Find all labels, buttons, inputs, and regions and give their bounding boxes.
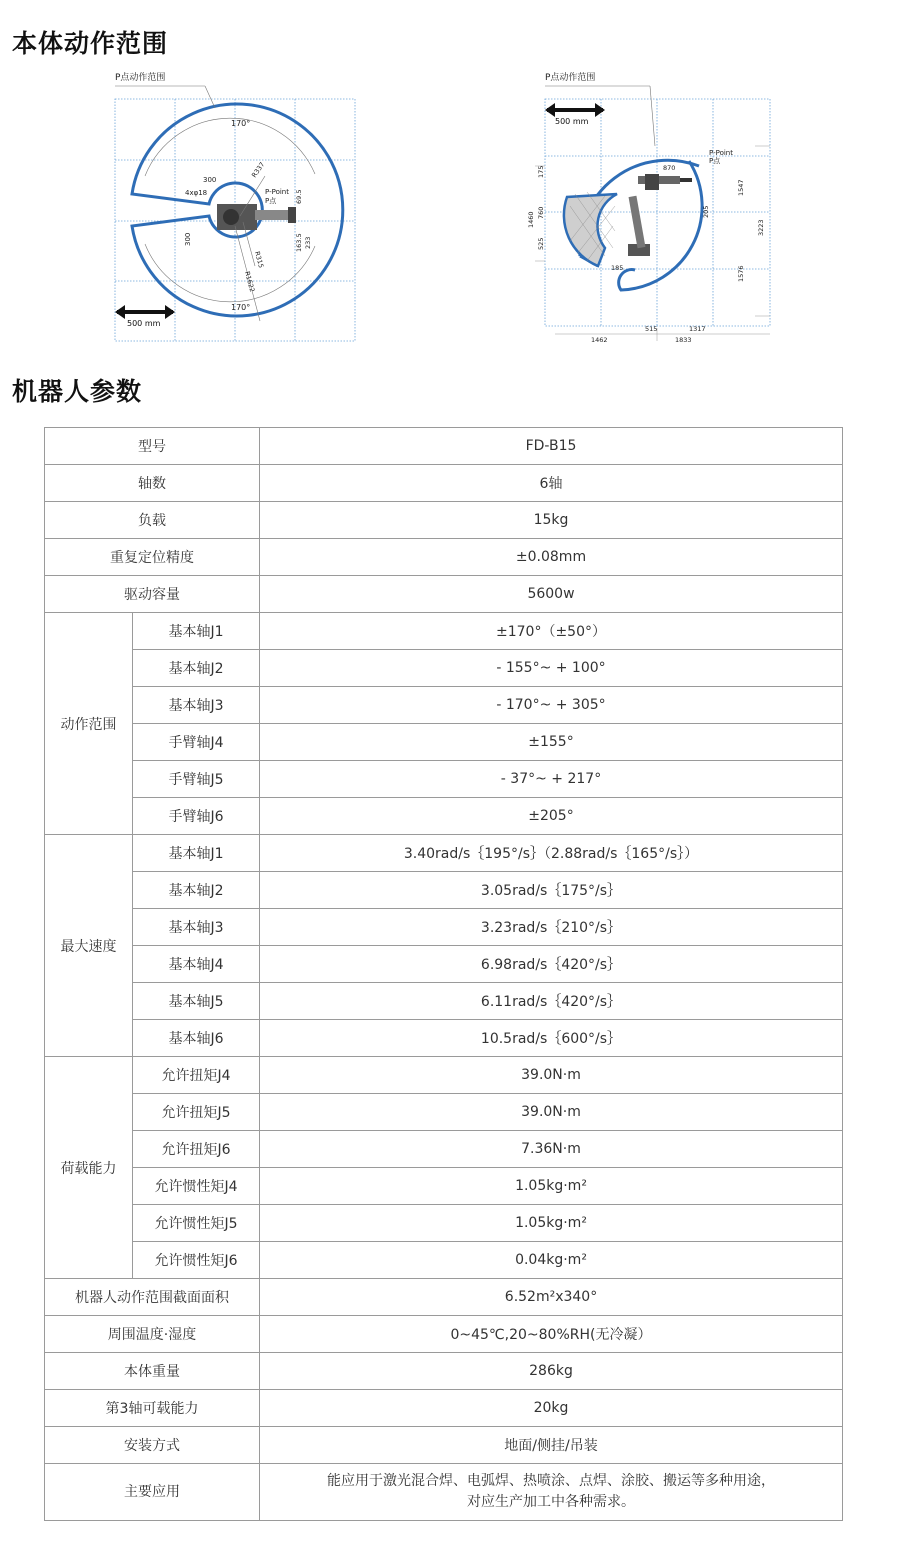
spec-sublabel: 基本轴J2 bbox=[133, 650, 260, 687]
spec-sublabel: 允许扭矩J5 bbox=[133, 1094, 260, 1131]
table-row bbox=[45, 1427, 843, 1464]
spec-label: 主要应用 bbox=[45, 1464, 260, 1521]
table-row bbox=[45, 1279, 843, 1316]
group-label-range: 动作范围 bbox=[45, 613, 133, 835]
spec-sublabel: 基本轴J1 bbox=[133, 835, 260, 872]
spec-sublabel: 基本轴J3 bbox=[133, 687, 260, 724]
table-row bbox=[45, 1242, 843, 1279]
spec-label: 机器人动作范围截面面积 bbox=[45, 1279, 260, 1316]
group-label-load: 荷载能力 bbox=[45, 1057, 133, 1279]
spec-value: 地面/侧挂/吊装 bbox=[260, 1427, 843, 1464]
spec-value: 15kg bbox=[260, 502, 843, 539]
shaded-zone bbox=[564, 194, 617, 266]
spec-value: 10.5rad/s｛600°/s｝ bbox=[260, 1020, 843, 1057]
svg-text:500 mm: 500 mm bbox=[555, 117, 589, 126]
table-row bbox=[45, 1353, 843, 1390]
table-row bbox=[45, 465, 843, 502]
spec-value: 1.05kg·m² bbox=[260, 1205, 843, 1242]
dim-1576: 1576 bbox=[737, 265, 745, 282]
spec-sublabel: 基本轴J1 bbox=[133, 613, 260, 650]
side-p-point: P-Point bbox=[709, 149, 733, 157]
spec-value: 5600w bbox=[260, 576, 843, 613]
spec-value: ±170°（±50°） bbox=[260, 613, 843, 650]
angle-bottom: 170° bbox=[231, 303, 251, 312]
table-row bbox=[45, 909, 843, 946]
table-row bbox=[45, 872, 843, 909]
spec-value: 3.05rad/s｛175°/s｝ bbox=[260, 872, 843, 909]
spec-value: 286kg bbox=[260, 1353, 843, 1390]
dim-3223: 3223 bbox=[757, 219, 765, 236]
spec-value: ±0.08mm bbox=[260, 539, 843, 576]
spec-label: 轴数 bbox=[45, 465, 260, 502]
angle-top: 170° bbox=[231, 119, 251, 128]
spec-label: 第3轴可载能力 bbox=[45, 1390, 260, 1427]
spec-label: 负载 bbox=[45, 502, 260, 539]
dim-525: 525 bbox=[537, 237, 545, 250]
spec-sublabel: 基本轴J6 bbox=[133, 1020, 260, 1057]
dim-233: 233 bbox=[304, 236, 312, 249]
table-row bbox=[45, 576, 843, 613]
spec-value: ±205° bbox=[260, 798, 843, 835]
dim-515: 515 bbox=[645, 325, 658, 333]
spec-value: 3.40rad/s｛195°/s｝（2.88rad/s｛165°/s｝） bbox=[260, 835, 843, 872]
section-title-range: 本体动作范围 bbox=[12, 29, 169, 58]
dim-1462: 1462 bbox=[591, 336, 608, 344]
spec-value: 1.05kg·m² bbox=[260, 1168, 843, 1205]
table-row bbox=[45, 1131, 843, 1168]
table-row bbox=[45, 502, 843, 539]
app-line-2: 对应生产加工中各种需求。 bbox=[467, 1494, 635, 1510]
table-row bbox=[45, 539, 843, 576]
dim-1460: 1460 bbox=[527, 211, 535, 228]
spec-value: 0~45℃,20~80%RH(无冷凝） bbox=[260, 1316, 843, 1353]
side-p-range-label: P点动作范围 bbox=[545, 73, 596, 83]
spec-value: 39.0N·m bbox=[260, 1057, 843, 1094]
spec-sublabel: 手臂轴J4 bbox=[133, 724, 260, 761]
r1622-label: R1622 bbox=[243, 270, 257, 293]
spec-sublabel: 允许扭矩J4 bbox=[133, 1057, 260, 1094]
spec-sublabel: 允许惯性矩J4 bbox=[133, 1168, 260, 1205]
r337-label: R337 bbox=[250, 160, 267, 180]
table-row bbox=[45, 428, 843, 465]
spec-value: - 155°~ + 100° bbox=[260, 650, 843, 687]
dim-870: 870 bbox=[663, 164, 676, 172]
spec-value: ±155° bbox=[260, 724, 843, 761]
spec-sublabel: 基本轴J2 bbox=[133, 872, 260, 909]
spec-value: 39.0N·m bbox=[260, 1094, 843, 1131]
hole-label: 4xφ18 bbox=[185, 189, 208, 197]
dim-1547: 1547 bbox=[737, 179, 745, 196]
spec-label: 安装方式 bbox=[45, 1427, 260, 1464]
table-row bbox=[45, 613, 843, 650]
spec-sublabel: 允许惯性矩J6 bbox=[133, 1242, 260, 1279]
table-row bbox=[45, 650, 843, 687]
spec-table bbox=[44, 427, 843, 1521]
table-row bbox=[45, 1020, 843, 1057]
section-title-params: 机器人参数 bbox=[12, 377, 143, 406]
scale-bar-side bbox=[545, 103, 605, 126]
spec-value bbox=[260, 1464, 843, 1521]
spec-label: 型号 bbox=[45, 428, 260, 465]
spec-value: 6.98rad/s｛420°/s｝ bbox=[260, 946, 843, 983]
table-row bbox=[45, 1205, 843, 1242]
spec-value: - 170°~ + 305° bbox=[260, 687, 843, 724]
spec-value: 3.23rad/s｛210°/s｝ bbox=[260, 909, 843, 946]
spec-sublabel: 基本轴J5 bbox=[133, 983, 260, 1020]
spec-value: 6.11rad/s｛420°/s｝ bbox=[260, 983, 843, 1020]
spec-label: 驱动容量 bbox=[45, 576, 260, 613]
side-p-dot: P点 bbox=[709, 157, 721, 165]
spec-sublabel: 允许扭矩J6 bbox=[133, 1131, 260, 1168]
dim-1317: 1317 bbox=[689, 325, 706, 333]
p-point-label: P-Point bbox=[265, 188, 289, 196]
dim-69: 69.5 bbox=[295, 189, 303, 204]
spec-value: 20kg bbox=[260, 1390, 843, 1427]
table-row bbox=[45, 761, 843, 798]
table-row bbox=[45, 1094, 843, 1131]
table-row bbox=[45, 835, 843, 872]
spec-label: 本体重量 bbox=[45, 1353, 260, 1390]
table-row bbox=[45, 1168, 843, 1205]
table-row bbox=[45, 1464, 843, 1521]
dim-300a: 300 bbox=[203, 176, 217, 184]
top-view-range-diagram bbox=[105, 66, 365, 348]
scale-bar-top bbox=[115, 305, 175, 328]
dim-163: 163.5 bbox=[295, 233, 303, 252]
table-row bbox=[45, 983, 843, 1020]
spec-value: FD-B15 bbox=[260, 428, 843, 465]
r315-label: R315 bbox=[253, 250, 266, 269]
dim-760: 760 bbox=[537, 206, 545, 219]
table-row bbox=[45, 798, 843, 835]
dim-205: 205 bbox=[702, 205, 710, 218]
dim-185: 185 bbox=[611, 264, 624, 272]
p-dot-label: P点 bbox=[265, 197, 277, 205]
svg-text:500 mm: 500 mm bbox=[127, 319, 161, 328]
spec-value: 6.52m²x340° bbox=[260, 1279, 843, 1316]
table-row bbox=[45, 687, 843, 724]
spec-value: 7.36N·m bbox=[260, 1131, 843, 1168]
spec-label: 周围温度·湿度 bbox=[45, 1316, 260, 1353]
spec-sublabel: 允许惯性矩J5 bbox=[133, 1205, 260, 1242]
table-row bbox=[45, 946, 843, 983]
app-line-1: 能应用于激光混合焊、电弧焊、热喷涂、点焊、涂胶、搬运等多种用途， bbox=[327, 1473, 775, 1489]
spec-sublabel: 手臂轴J6 bbox=[133, 798, 260, 835]
robot-base-top bbox=[217, 204, 296, 230]
table-row bbox=[45, 1057, 843, 1094]
spec-value: 6轴 bbox=[260, 465, 843, 502]
robot-side bbox=[628, 174, 692, 256]
spec-sublabel: 手臂轴J5 bbox=[133, 761, 260, 798]
p-range-label: P点动作范围 bbox=[115, 73, 166, 83]
table-row bbox=[45, 1316, 843, 1353]
spec-value: - 37°~ + 217° bbox=[260, 761, 843, 798]
dim-300b: 300 bbox=[184, 232, 192, 246]
spec-sublabel: 基本轴J4 bbox=[133, 946, 260, 983]
dim-175: 175 bbox=[537, 165, 545, 178]
dim-1833: 1833 bbox=[675, 336, 692, 344]
table-row bbox=[45, 1390, 843, 1427]
spec-label: 重复定位精度 bbox=[45, 539, 260, 576]
table-row bbox=[45, 724, 843, 761]
group-label-speed: 最大速度 bbox=[45, 835, 133, 1057]
spec-sublabel: 基本轴J3 bbox=[133, 909, 260, 946]
side-view-range-diagram bbox=[525, 66, 775, 348]
spec-value: 0.04kg·m² bbox=[260, 1242, 843, 1279]
